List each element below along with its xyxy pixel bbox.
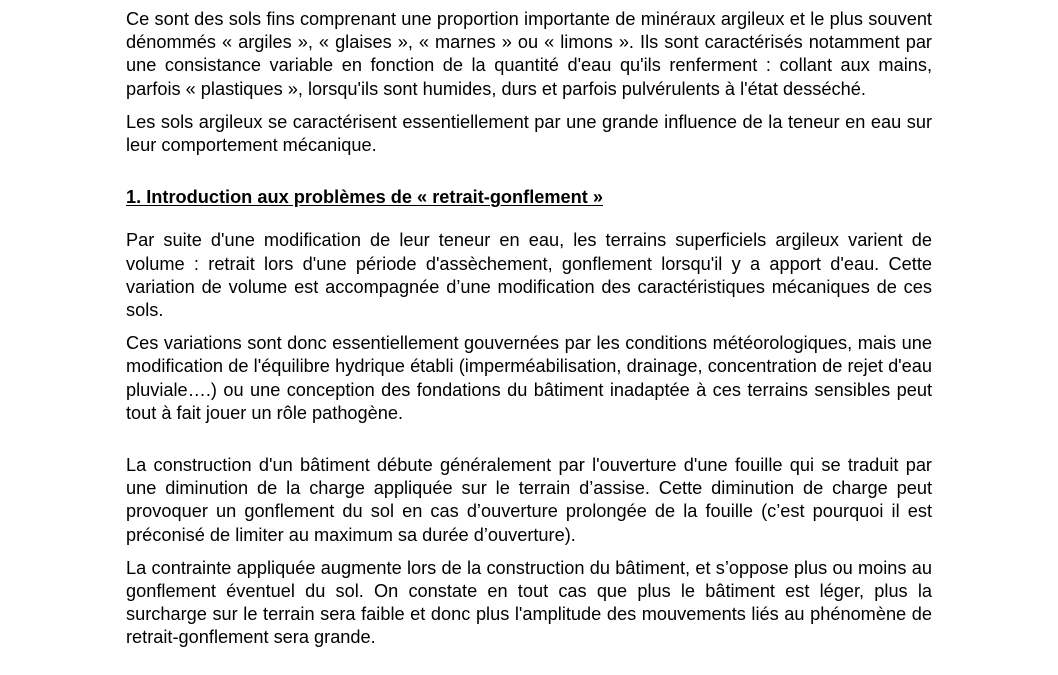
intro-paragraph-clay-soils: Ce sont des sols fins comprenant une proportion importante de minéraux argileux et le plus souvent dénommés « argiles », « glaises », « marnes » ou « limons ». Ils sont caractérisés notamment par une consistance variable en fonction de la quantité d'eau qu'ils renferment : collant aux mains, parfois « plastiques », lorsqu'ils sont humides, durs et parfois pulvérulents à l'état desséché. [126,9,932,99]
paragraph-volume-variation: Par suite d'une modification de leur teneur en eau, les terrains superficiels argileux varient de volume : retrait lors d'une période d'assèchement, gonflement lorsqu'il y a apport d'eau. Cette variation de volume est accompagnée d’une modification des caractéristiques mécaniques de ces sols. [126,230,932,321]
paragraph-building-construction: La construction d'un bâtiment débute généralement par l'ouverture d'une fouille qui se traduit par une diminution de la charge appliquée sur le terrain d’assise. Cette diminution de charge peut provoquer un gonflement du sol en cas d’ouverture prolongée de la fouille (c’est pourquoi il est préconisé de limiter au maximum sa durée d’ouverture). [126,455,932,545]
paragraph-applied-stress: La contrainte appliquée augmente lors de la construction du bâtiment, et s’oppose plus ou moins au gonflement éventuel du sol. On constate en tout cas que plus le bâtiment est léger, plus la surcharge sur le terrain sera faible et donc plus l'amplitude des mouvements liés au phénomène de retrait-gonflement sera grande. [126,557,932,648]
section-heading-retrait-gonflement: 1. Introduction aux problèmes de « retrait-gonflement » [126,187,603,208]
intro-paragraph-water-influence: Les sols argileux se caractérisent essentiellement par une grande influence de la teneur en eau sur leur comportement mécanique. [126,111,932,156]
paragraph-meteorological-conditions: Ces variations sont donc essentiellement gouvernées par les conditions météorologiques, mais une modification de l'équilibre hydrique établi (imperméabilisation, drainage, concentration de rejet d'eau pluviale….) ou une conception des fondations du bâtiment inadaptée à ces terrains sensibles peut tout à fait jouer un rôle pathogène. [126,333,932,423]
document-page [126,8,932,650]
